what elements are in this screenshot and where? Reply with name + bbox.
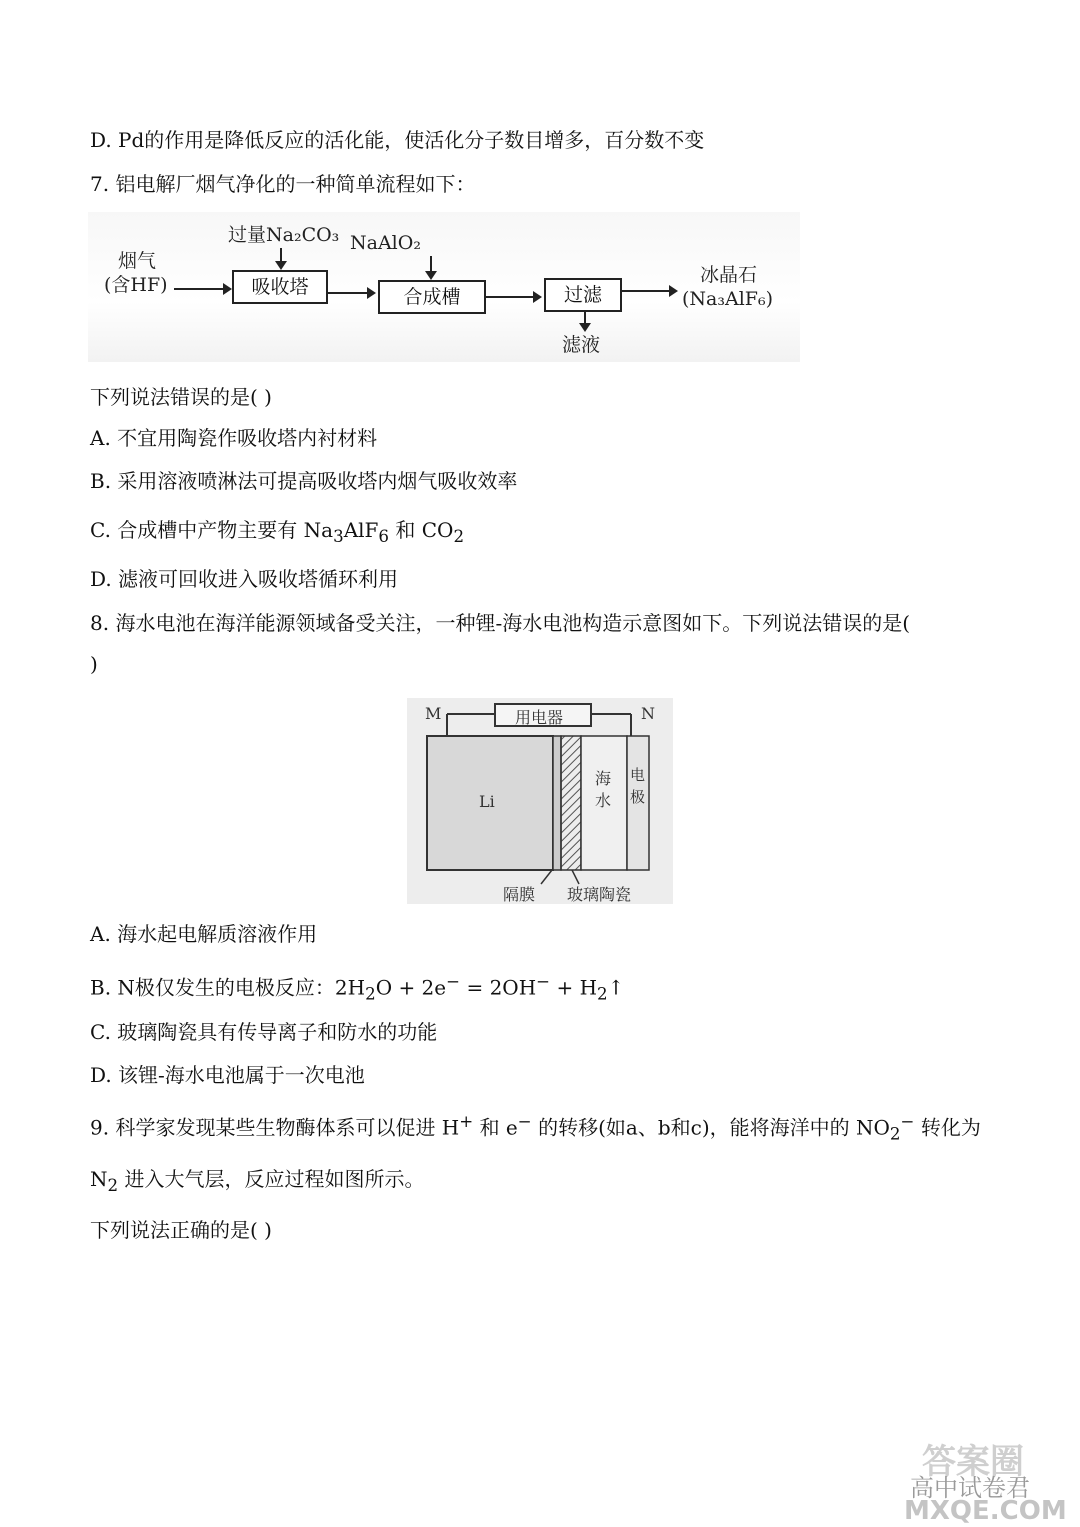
- membrane-label: 隔膜: [503, 885, 536, 904]
- flow-box-absorber: 吸收塔: [232, 270, 328, 304]
- q8b-sub: 2: [365, 984, 376, 1004]
- q7-option-b: B. 采用溶液喷淋法可提高吸收塔内烟气吸收效率: [90, 469, 518, 493]
- q7-option-c: [90, 516, 464, 551]
- q9-sup: −: [517, 1112, 532, 1131]
- arrow-to-product: [622, 290, 676, 292]
- arrow-to-filter: [486, 296, 540, 298]
- q8-stem-line2: ): [90, 652, 98, 676]
- q9-sup: −: [900, 1112, 915, 1131]
- q8b-text: + H: [550, 975, 598, 1000]
- ceramic-label: 玻璃陶瓷: [567, 885, 632, 904]
- q7c-sub: 2: [453, 527, 465, 546]
- q8b-text: ↑: [607, 975, 625, 1000]
- terminal-n: N: [641, 704, 655, 723]
- flow-output-sub: (Na₃AlF₆): [682, 288, 773, 310]
- arrow-filtrate: [584, 312, 586, 330]
- q7-flow-diagram: [88, 212, 800, 362]
- arrow-to-absorber: [174, 288, 230, 290]
- q8-option-a: A. 海水起电解质溶液作用: [90, 922, 318, 946]
- q8b-sub: 2: [597, 984, 608, 1004]
- flow-reagent2: NaAlO₂: [350, 232, 421, 254]
- q7c-sub: 6: [378, 527, 390, 546]
- flow-byproduct: 滤液: [562, 334, 601, 356]
- q8-option-c: C. 玻璃陶瓷具有传导离子和防水的功能: [90, 1020, 438, 1044]
- electrode-label: 电极: [630, 766, 646, 806]
- q7-stem: 7. 铝电解厂烟气净化的一种简单流程如下：: [90, 172, 476, 196]
- q8b-sup: −: [446, 972, 461, 991]
- watermark-brand: 高中试卷君: [910, 1474, 1030, 1502]
- q9-text: 转化为: [914, 1115, 981, 1140]
- arrow-reagent1: [280, 248, 282, 268]
- q7-option-a: A. 不宜用陶瓷作吸收塔内衬材料: [90, 426, 378, 450]
- watermark-site: MXQE.COM: [904, 1496, 1067, 1526]
- flow-output-label: 冰晶石: [700, 264, 758, 286]
- flow-box-synthesis: 合成槽: [378, 280, 486, 314]
- q8b-text: = 2OH: [460, 975, 537, 1000]
- q9-text: 和 e: [473, 1115, 518, 1140]
- q9-stem-line1: [90, 1108, 981, 1149]
- q9-sup: +: [459, 1112, 474, 1131]
- seawater-label: 海水: [595, 769, 612, 810]
- q8-option-b: [90, 968, 624, 1009]
- q8-battery-diagram: [407, 698, 673, 904]
- q7c-sub: 3: [333, 527, 344, 546]
- q7c-text: 和 CO: [389, 518, 454, 542]
- q9-text: 的转移(如a、b和c)，能将海洋中的 NO: [531, 1115, 890, 1140]
- li-label: Li: [479, 792, 495, 811]
- q9-text: 9. 科学家发现某些生物酶体系可以促进 H: [90, 1115, 460, 1140]
- q8-stem-line1: 8. 海水电池在海洋能源领域备受关注，一种锂-海水电池构造示意图如下。下列说法错误的是(: [90, 611, 910, 635]
- q7-option-d: D. 滤液可回收进入吸收塔循环利用: [90, 567, 399, 591]
- q6-option-d: D. Pd的作用是降低反应的活化能，使活化分子数目增多，百分数不变: [90, 128, 705, 152]
- flow-input-label: 烟气: [118, 250, 157, 272]
- load-label: 用电器: [515, 708, 564, 727]
- watermark-mark: 答案圈: [922, 1442, 1024, 1482]
- flow-box-filter: 过滤: [544, 278, 622, 312]
- q9-text: 进入大气层，反应过程如图所示。: [118, 1167, 425, 1191]
- arrow-reagent2: [430, 256, 432, 278]
- q8b-text: B. N极仅发生的电极反应：2H: [90, 975, 366, 1000]
- q8b-text: O + 2e: [375, 975, 447, 1000]
- q8-option-d: D. 该锂-海水电池属于一次电池: [90, 1063, 365, 1087]
- terminal-m: M: [425, 704, 442, 723]
- q9-prompt: 下列说法正确的是( ): [90, 1218, 272, 1242]
- q9-stem-line2: [90, 1165, 424, 1200]
- q7c-text: AlF: [343, 518, 379, 542]
- arrow-to-synthesis: [328, 292, 374, 294]
- q8b-sup: −: [536, 972, 551, 991]
- flow-input-sub: (含HF): [104, 274, 168, 296]
- q7-prompt: 下列说法错误的是( ): [90, 385, 272, 409]
- flow-reagent1: 过量Na₂CO₃: [228, 224, 340, 246]
- q7c-text: C. 合成槽中产物主要有 Na: [90, 518, 334, 542]
- q9-sub: 2: [889, 1124, 901, 1144]
- q9-sub: 2: [107, 1176, 119, 1195]
- q9-text: N: [90, 1167, 108, 1191]
